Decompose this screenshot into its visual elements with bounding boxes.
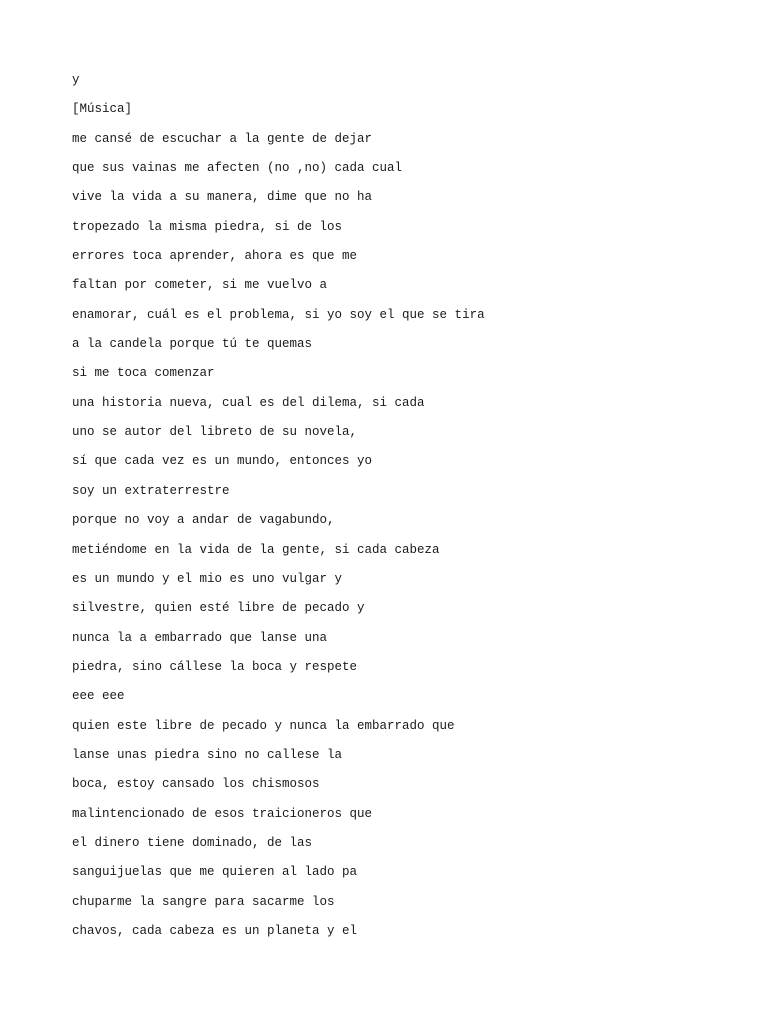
text-line: errores toca aprender, ahora es que me: [72, 249, 358, 264]
text-line: [Música]: [72, 102, 133, 117]
text-line: que sus vainas me afecten (no ,no) cada cual: [72, 161, 403, 176]
text-line: una historia nueva, cual es del dilema, si cada: [72, 395, 425, 410]
text-line: sanguijuelas que me quieren al lado pa: [72, 865, 358, 880]
text-line: me cansé de escuchar a la gente de dejar: [72, 131, 373, 146]
text-line: tropezado la misma piedra, si de los: [72, 219, 343, 234]
text-line: quien este libre de pecado y nunca la embarrado que: [72, 718, 455, 733]
text-line: lanse unas piedra sino no callese la: [72, 747, 343, 762]
text-line: sí que cada vez es un mundo, entonces yo: [72, 454, 373, 469]
text-line: malintencionado de esos traicioneros que: [72, 806, 373, 821]
text-line: y: [72, 73, 80, 87]
text-line: piedra, sino cállese la boca y respete: [72, 659, 358, 674]
text-line: metiéndome en la vida de la gente, si cada cabeza: [72, 542, 440, 557]
lyrics-text: [72, 71, 485, 951]
text-line: silvestre, quien esté libre de pecado y: [72, 601, 365, 616]
text-line: nunca la a embarrado que lanse una: [72, 630, 328, 645]
text-line: chavos, cada cabeza es un planeta y el: [72, 923, 358, 938]
text-line: es un mundo y el mio es uno vulgar y: [72, 571, 343, 586]
text-line: el dinero tiene dominado, de las: [72, 835, 313, 850]
text-line: chuparme la sangre para sacarme los: [72, 894, 335, 909]
text-line: vive la vida a su manera, dime que no ha: [72, 190, 373, 205]
text-line: a la candela porque tú te quemas: [72, 337, 313, 352]
text-line: faltan por cometer, si me vuelvo a: [72, 278, 328, 293]
text-line: soy un extraterrestre: [72, 483, 230, 498]
text-line: porque no voy a andar de vagabundo,: [72, 513, 335, 528]
text-line: boca, estoy cansado los chismosos: [72, 777, 320, 792]
text-line: si me toca comenzar: [72, 366, 215, 381]
text-line: uno se autor del libreto de su novela,: [72, 425, 358, 440]
text-line: enamorar, cuál es el problema, si yo soy el que se tira: [72, 307, 485, 322]
text-line: eee eee: [72, 689, 125, 704]
